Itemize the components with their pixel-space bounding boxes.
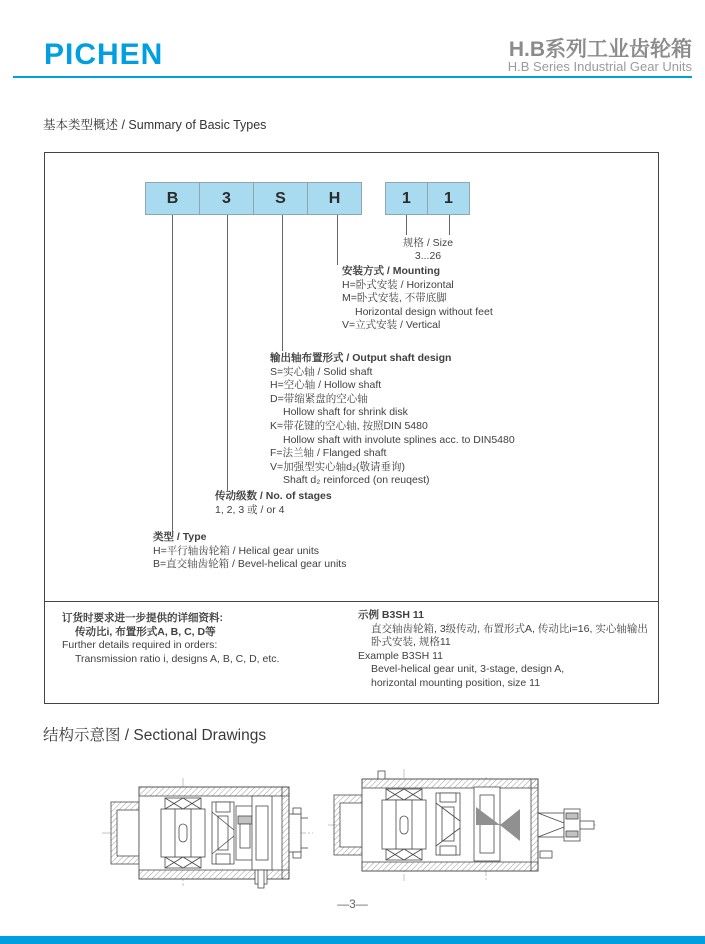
mounting-title: 安装方式 / Mounting — [342, 265, 440, 277]
connector-line-stages — [227, 215, 228, 491]
section-title-sectional-drawings: 结构示意图 / Sectional Drawings — [43, 727, 267, 744]
series-title-cn: H.B系列工业齿轮箱 — [508, 38, 692, 61]
type-option: B=直交轴齿轮箱 / Bevel-helical gear units — [153, 558, 347, 571]
designation-size-cells — [385, 182, 469, 215]
example-line: Example B3SH 11 — [358, 649, 444, 662]
output-shaft-option: D=带缩紧盘的空心轴 — [270, 392, 368, 405]
type-legend — [153, 531, 346, 572]
connector-line-mounting — [337, 215, 338, 265]
example-line: horizontal mounting position, size 11 — [371, 676, 541, 689]
output-shaft-option: H=空心轴 / Hollow shaft — [270, 379, 382, 392]
order-note-line: 传动比i, 布置形式A, B, C, D等 — [75, 625, 216, 638]
connector-line-output-shaft — [282, 215, 283, 351]
output-shaft-option-en: Hollow shaft for shrink disk — [283, 406, 408, 419]
stages-option: 1, 2, 3 或 / or 4 — [215, 503, 285, 516]
output-shaft-title: 输出轴布置形式 / Output shaft design — [270, 352, 452, 364]
size-cell-1: 1 — [385, 182, 428, 215]
example-note — [358, 609, 648, 691]
code-cell-mounting: H — [307, 182, 362, 215]
type-option: H=平行轴齿轮箱 / Helical gear units — [153, 544, 320, 557]
output-shaft-option: V=加强型实心轴d₂(敬请垂询) — [270, 460, 406, 473]
sectional-drawing-left — [100, 772, 315, 890]
order-note-line: Transmission ratio i, designs A, B, C, D, etc. — [75, 652, 280, 665]
size-range: 3...26 — [414, 250, 442, 262]
designation-code-cells — [145, 182, 361, 215]
order-note-line: Further details required in orders: — [62, 639, 218, 652]
output-shaft-option: F=法兰轴 / Flanged shaft — [270, 447, 387, 460]
code-cell-stages: 3 — [199, 182, 254, 215]
output-shaft-option-en: Shaft d₂ reinforced (on reuqest) — [283, 474, 430, 487]
output-shaft-option: S=实心轴 / Solid shaft — [270, 365, 373, 378]
connector-line-type — [172, 215, 173, 531]
code-cell-output-shaft: S — [253, 182, 308, 215]
size-label-text: 规格 / Size — [402, 237, 454, 249]
header-accent-rule — [13, 76, 692, 78]
stages-title: 传动级数 / No. of stages — [215, 490, 332, 502]
mounting-option-en: Horizontal design without feet — [355, 305, 493, 318]
brand-logo: PICHEN — [44, 38, 164, 71]
page-number: —3— — [337, 897, 368, 911]
order-note-line: 订货时要求进一步提供的详细资料: — [62, 612, 223, 624]
mounting-option: H=卧式安装 / Horizontal — [342, 278, 454, 291]
connector-line-size-1 — [406, 215, 407, 235]
mounting-option: V=立式安装 / Vertical — [342, 319, 441, 332]
type-designation-diagram — [44, 152, 659, 704]
series-title-en: H.B Series Industrial Gear Units — [507, 59, 692, 74]
connector-line-size-2 — [449, 215, 450, 235]
section-title-basic-types: 基本类型概述 / Summary of Basic Types — [43, 118, 267, 132]
size-cell-2: 1 — [427, 182, 470, 215]
type-title: 类型 / Type — [153, 531, 207, 543]
sectional-drawing-right — [326, 763, 598, 885]
example-line: 卧式安装, 规格11 — [371, 636, 451, 649]
footer-accent-bar — [0, 936, 705, 944]
example-line: Bevel-helical gear unit, 3-stage, design A, — [371, 663, 565, 676]
code-cell-type: B — [145, 182, 200, 215]
size-label — [375, 237, 481, 263]
example-line: 直交轴齿轮箱, 3级传动, 布置形式A, 传动比i=16, 实心轴输出 — [371, 622, 648, 635]
box-divider-line — [45, 601, 658, 602]
order-note — [62, 612, 279, 666]
example-line: 示例 B3SH 11 — [358, 609, 424, 621]
mounting-option: M=卧式安装, 不带底脚 — [342, 292, 447, 305]
output-shaft-legend — [270, 352, 515, 488]
output-shaft-option-en: Hollow shaft with involute splines acc. to DIN5480 — [283, 433, 515, 446]
stages-legend — [215, 490, 332, 517]
output-shaft-option: K=带花键的空心轴, 按照DIN 5480 — [270, 419, 428, 432]
mounting-legend — [342, 265, 493, 333]
